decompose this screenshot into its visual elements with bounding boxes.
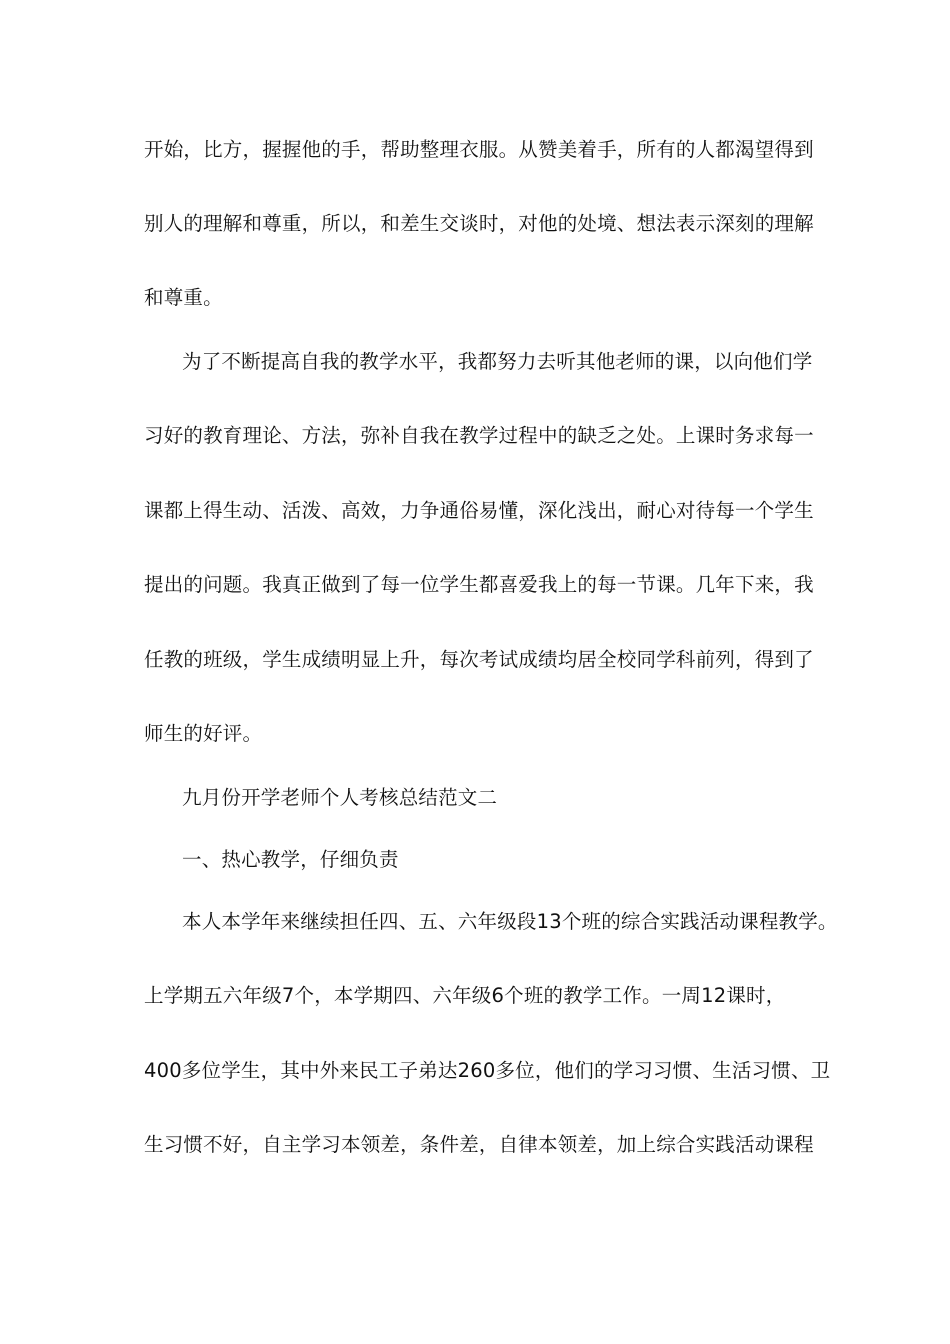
paragraph-line: 课都上得生动、活泼、高效，力争通俗易懂，深化浅出，耐心对待每一个学生 (144, 499, 814, 522)
section-title: 九月份开学老师个人考核总结范文二 (182, 786, 498, 809)
paragraph-line: 提出的问题。我真正做到了每一位学生都喜爱我上的每一节课。几年下来，我 (144, 573, 814, 596)
paragraph-line: 开始，比方，握握他的手，帮助整理衣服。从赞美着手，所有的人都渴望得到 (144, 138, 814, 161)
paragraph-line: 任教的班级，学生成绩明显上升，每次考试成绩均居全校同学科前列，得到了 (144, 648, 814, 671)
paragraph-line: 为了不断提高自我的教学水平，我都努力去听其他老师的课，以向他们学 (182, 350, 813, 373)
paragraph-line: 上学期五六年级7个，本学期四、六年级6个班的教学工作。一周12课时， (144, 984, 786, 1007)
paragraph-line: 400多位学生，其中外来民工子弟达260多位，他们的学习习惯、生活习惯、卫 (144, 1059, 831, 1082)
paragraph-line: 别人的理解和尊重，所以，和差生交谈时，对他的处境、想法表示深刻的理解 (144, 212, 814, 235)
paragraph-line: 和尊重。 (144, 286, 223, 309)
paragraph-line: 师生的好评。 (144, 722, 263, 745)
section-heading: 一、热心教学，仔细负责 (182, 848, 399, 871)
paragraph-line: 本人本学年来继续担任四、五、六年级段13个班的综合实践活动课程教学。 (182, 910, 838, 933)
paragraph-line: 生习惯不好，自主学习本领差，条件差，自律本领差，加上综合实践活动课程 (144, 1133, 814, 1156)
paragraph-line: 习好的教育理论、方法，弥补自我在教学过程中的缺乏之处。上课时务求每一 (144, 424, 814, 447)
